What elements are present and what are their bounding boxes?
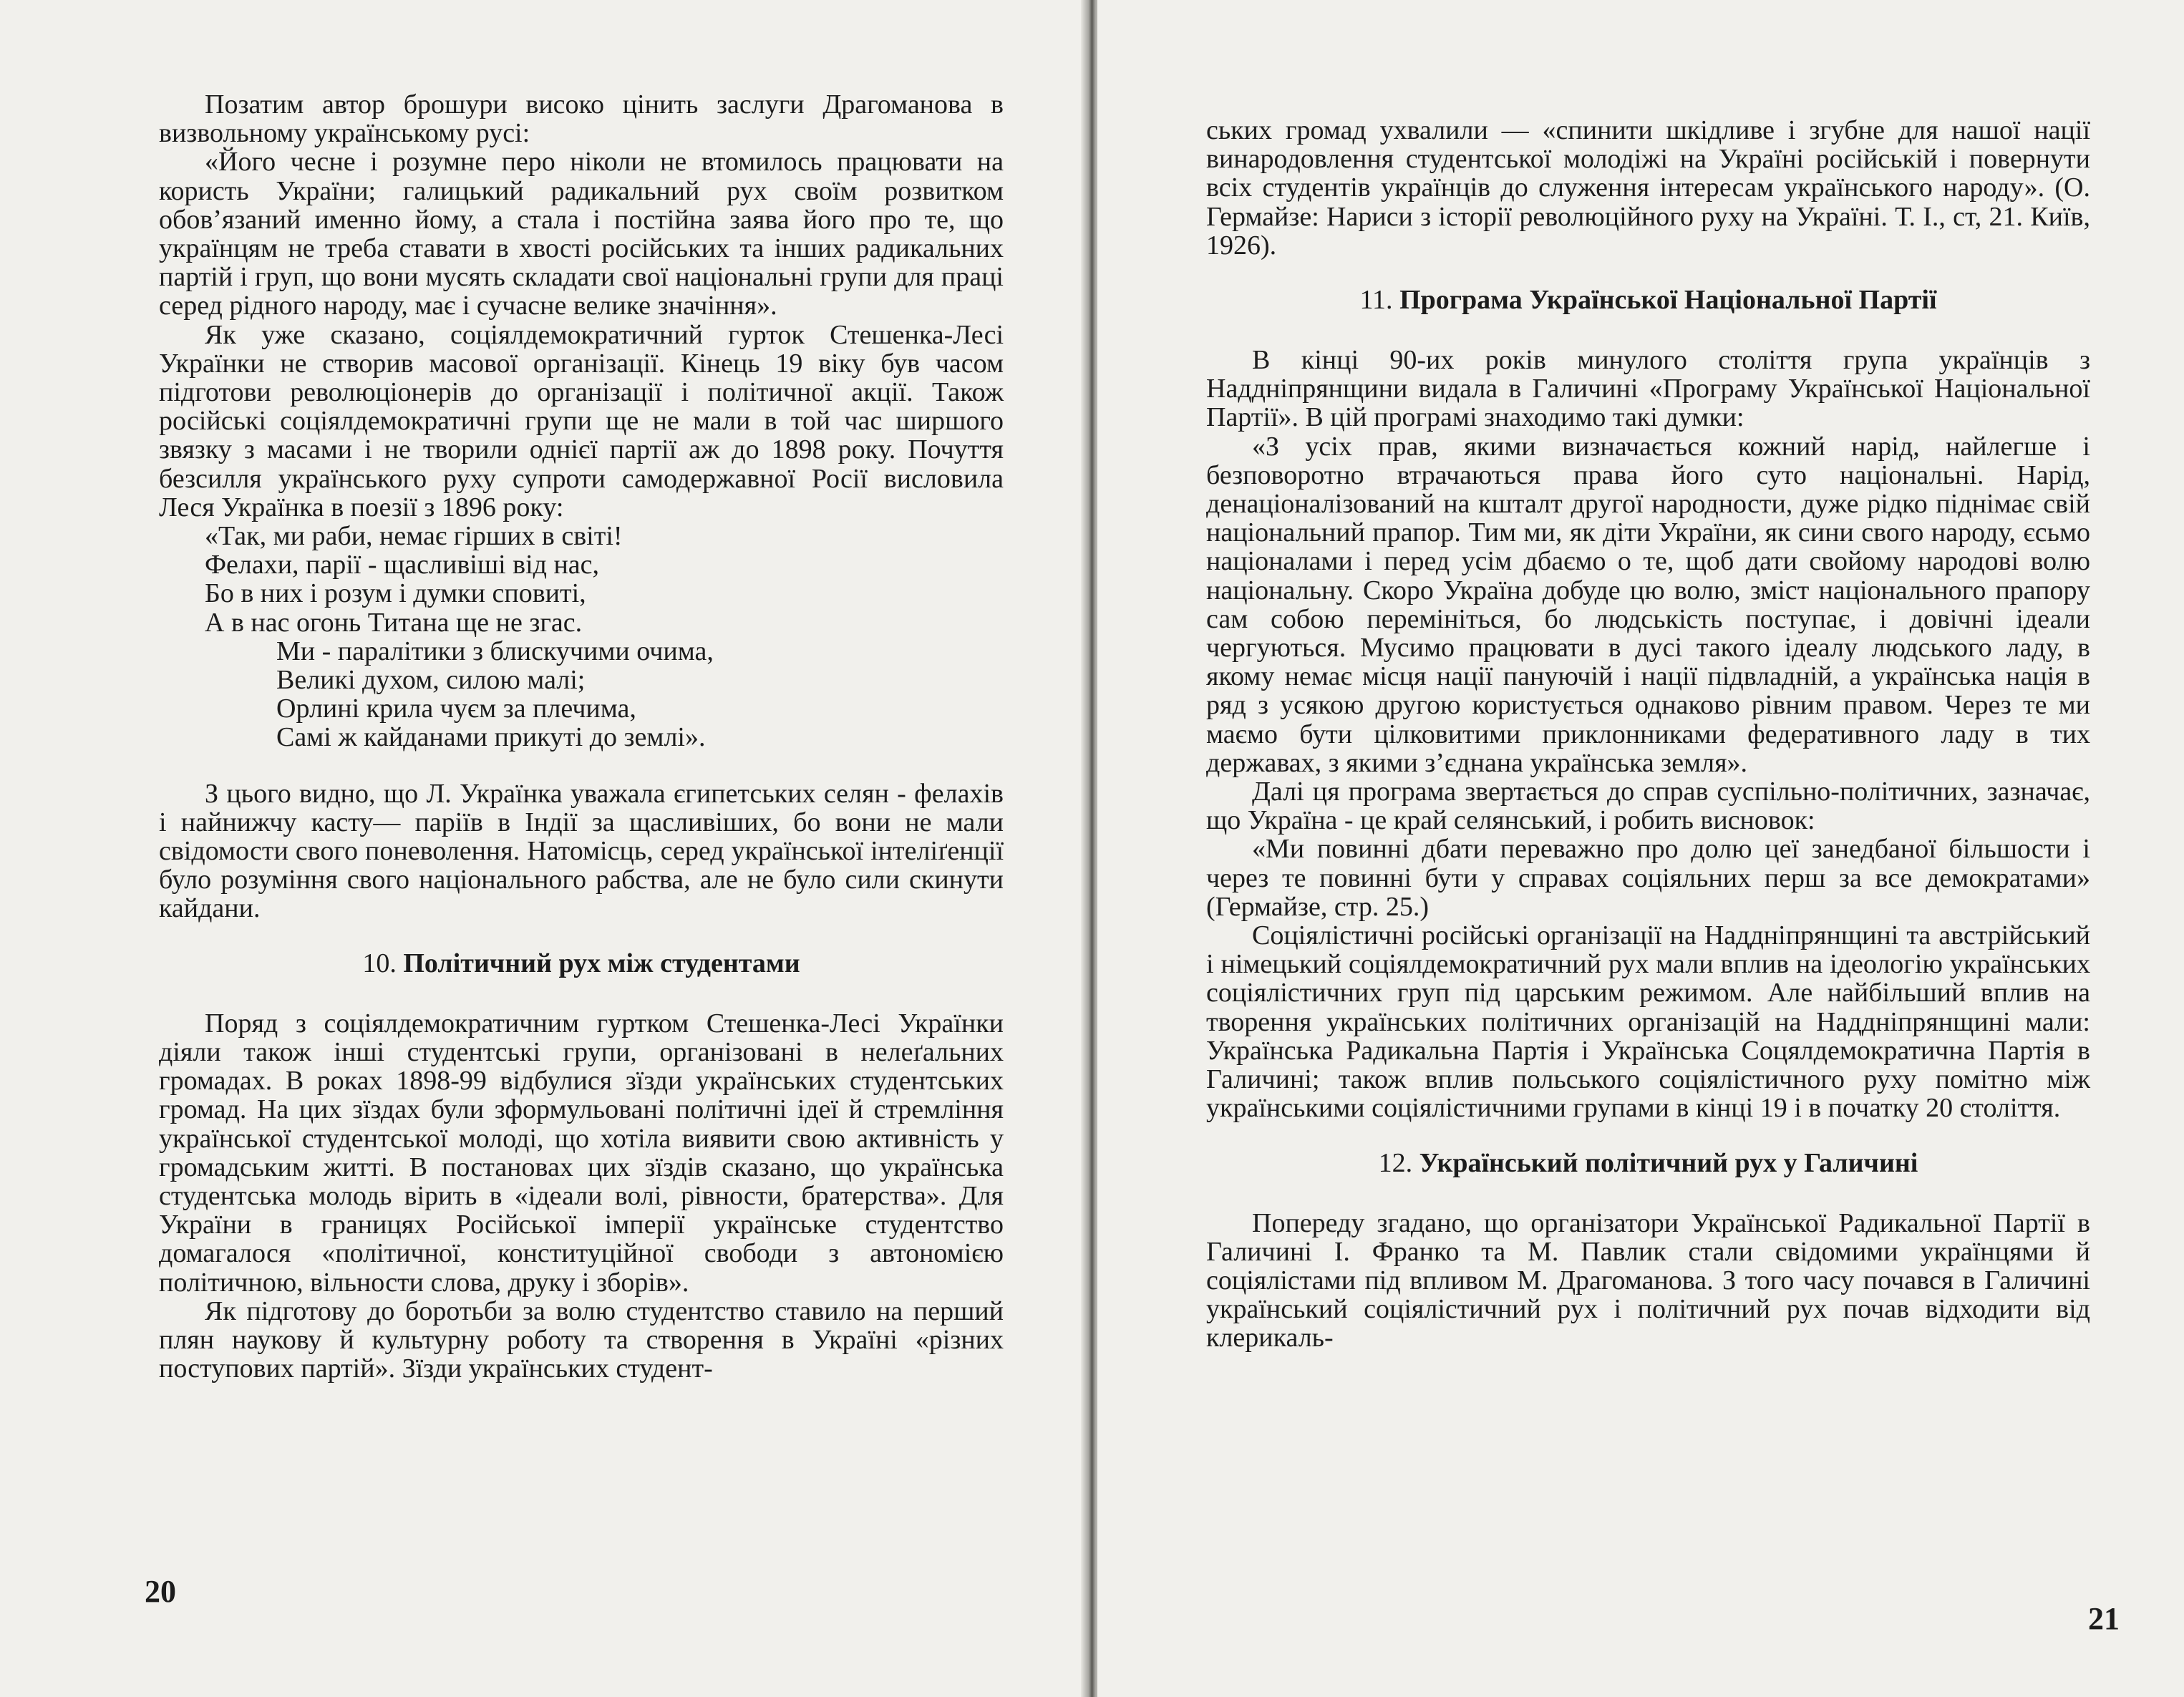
section-number: 10. <box>362 948 397 978</box>
poem-line: Бо в них і розум і думки сповиті, <box>205 578 586 609</box>
right-page <box>1097 0 2184 1697</box>
quote-paragraph: «Його чесне і розумне перо ніколи не втомилось працювати на користь України; галицький радикальний рух своїм розвитком обов’язаний именно йому, а стала і постійна заява його про те, що українцям не треба ставати в хвості російських та інших радикальних партій і груп, що вони мусять складати свої національні групи для праці серед рідного народу, має і сучасне велике значіння». <box>159 147 1004 321</box>
page-number: 21 <box>2088 1601 2120 1636</box>
poem-line: Великі духом, силою малі; <box>276 665 586 696</box>
section-heading-10 <box>159 923 1004 1009</box>
section-heading-11 <box>1206 260 2090 346</box>
paragraph: З цього видно, що Л. Українка уважала єгипетських селян - фелахів і найнижчу касту— паріїв в Індії за щасливіших, бо вони не мали свідомости свого поневолення. Натомісць, серед української інтеліґенції було розуміння свого національного рабства, але не було сили скинути кайдани. <box>159 778 1004 924</box>
paragraph: ських громад ухвалили — «спинити шкідливе і згубне для нашої нації винародовлення студентської молодіжі на Україні російській і повернути всіх студентів українців до служення інтересам українського народу». (О. Гермайзе: Нариси з історії революційного руху на Україні. Т. І., ст, 21. Київ, 1926). <box>1206 115 2090 261</box>
page-number: 20 <box>145 1574 176 1609</box>
paragraph: Позатим автор брошури високо цінить заслуги Драгоманова в визвольному українському русі: <box>159 89 1004 149</box>
left-page-text <box>159 90 1004 1383</box>
left-page <box>0 0 1087 1697</box>
section-title: Політичний рух між студентами <box>403 948 800 978</box>
paragraph: Як уже сказано, соціялдемократичний гурток Стешенка-Лесі Українки не створив масової організації. Кінець 19 віку був часом підготови революціонерів до організації і політичної акції. Також російські соціялдемократичні групи ще не мали в той час ширшого звязку з масами і не творили однієї партії аж до 1898 року. Почуття безсилля українського руху супроти самодержавної Росії висловила Леся Українка в поезії з 1896 року: <box>159 319 1004 522</box>
poem-line: Самі ж кайданами прикуті до землі». <box>276 722 706 753</box>
poem-line: «Так, ми раби, немає гірших в світі! <box>205 521 623 552</box>
quote-paragraph: «Ми повинні дбати переважно про долю цеї занедбаної більшости і через те повинні бути у справах соціяльних перш за все демократами» (Гермайзе, стр. 25.) <box>1206 834 2090 922</box>
poem-line: Ми - паралітики з блискучими очима, <box>276 636 714 666</box>
poem <box>159 522 1004 752</box>
poem-line: Фелахи, парії - щасливіші від нас, <box>205 550 600 580</box>
paragraph: Поряд з соціялдемократичним гуртком Стешенка-Лесі Українки діяли також інші студентські групи, організовані в нелеґальних громадах. В роках 1898-99 відбулися зїзди українських студентських громад. На цих зїздах були зформульовані політичні ідеї й стремління української студентської молоді, що хотіла виявити свою активність у громадським житті. В постановах цих зїздів сказано, що українська студентська молодь вірить в «ідеали волі, рівности, братерства». Для України в границях Російської імперії українське студентство домагалося «політичної, конституційної свободи з автономією політичною, вільности слова, друку і зборів». <box>159 1008 1004 1298</box>
poem-line: А в нас огонь Титана ще не згас. <box>205 607 583 638</box>
paragraph: В кінці 90-их років минулого століття група українців з Наддніпрянщини видала в Галичині «Програму Української Національної Партії». В цій програмі знаходимо такі думки: <box>1206 345 2090 433</box>
section-title: Український політичний рух у Галичині <box>1419 1147 1918 1178</box>
paragraph: Попереду згадано, що організатори Української Радикальної Партії в Галичині І. Франко та М. Павлик стали свідомими українцями й соціялістами під впливом М. Драгоманова. З того часу почався в Галичині український соціялістичний рух і політичний рух почав відходити від клерикаль- <box>1206 1207 2090 1353</box>
section-heading-12 <box>1206 1123 2090 1209</box>
quote-paragraph: «З усіх прав, якими визначається кожний нарід, найлегше і безповоротно втрачаються права його суто національні. Нарід, денаціоналізований на кшталт другої народности, дуже рідко піднімає свій національний прапор. Тим ми, як діти України, як сини свого народу, єсьмо націоналами і перед усім дбаємо о те, щоб дати свойому народові волю національну. Скоро Україна добуде цю волю, зміст національного прапору сам собою перемініться, бо людськість поступає, і довічні ідеали чергуються. Мусимо працювати в дусі такого ідеалу людського ладу, в якому немає місця нації пануючій і нації підвладній, а українська нація в ряд з усякою другою користується однаково рівним правом. Через те ми маємо бути цілковитими приклонниками федеративного ладу в тих державах, з якими з’єднана українська земля». <box>1206 431 2090 778</box>
section-number: 12. <box>1378 1147 1413 1178</box>
spacer <box>159 752 1004 779</box>
section-number: 11. <box>1359 285 1393 316</box>
poem-line: Орлині крила чуєм за плечима, <box>276 694 636 724</box>
paragraph: Соціялістичні російські організації на Наддніпрянщині та австрійський і німецький соціялдемократичний рух мали вплив на ідеологію українських соціялістичних груп під царським режимом. Але найбільший вплив на творення українських політичних організацій на Наддніпрянщині мали: Українська Радикальна Партія і Українська Соцялдемократична Партія в Галичині; також вплив польського соціялістичного руху помітно між українськими соціялістичними групами в кінці 19 і в початку 20 століття. <box>1206 920 2090 1124</box>
right-page-text <box>1206 116 2090 1353</box>
paragraph: Далі ця програма звертається до справ суспільно-політичних, зазначає, що Україна - це край селянський, і робить висновок: <box>1206 777 2090 836</box>
section-title: Програма Української Національної Партії <box>1399 285 1937 316</box>
paragraph: Як підготову до боротьби за волю студентство ставило на перший плян наукову й культурну роботу та створення в Україні «різних поступових партій». Зїзди українських студент- <box>159 1295 1004 1384</box>
